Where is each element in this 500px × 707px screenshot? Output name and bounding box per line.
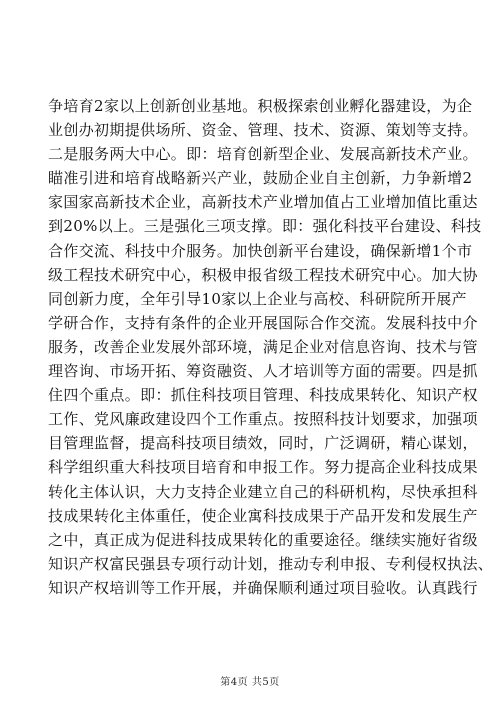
text-line: 知识产权富民强县专项行动计划，推动专利申报、专利侵权执法、 [48, 554, 494, 573]
text-line: 目管理监督，提高科技项目绩效，同时，广泛调研，精心谋划， [48, 434, 478, 453]
text-line: 知识产权培训等工作开展，并确保顺利通过项目验收。认真践行 [48, 578, 478, 597]
body-text [48, 94, 494, 600]
text-line: 学研合作，支持有条件的企业开展国际合作交流。发展科技中介 [48, 313, 478, 332]
text-line: 业创办初期提供场所、资金、管理、技术、资源、策划等支持。 [48, 121, 478, 140]
text-line: 技成果转化主体重任，使企业寓科技成果于产品开发和发展生产 [48, 506, 478, 525]
text-line: 到20%以上。三是强化三项支撑。即：强化科技平台建设、科技 [48, 217, 482, 236]
page-footer [0, 673, 500, 688]
text-line: 二是服务两大中心。即：培育创新型企业、发展高新技术产业。 [48, 145, 478, 164]
text-line: 服务，改善企业发展外部环境，满足企业对信息咨询、技术与管 [48, 337, 478, 356]
text-line: 之中，真正成为促进科技成果转化的重要途径。继续实施好省级 [48, 530, 478, 549]
text-line: 争培育2家以上创新创业基地。积极探索创业孵化器建设，为企 [48, 97, 473, 115]
text-line: 合作交流、科技中介服务。加快创新平台建设，确保新增1个市 [48, 241, 473, 260]
page-number-label: 第4页 共5页 [220, 677, 280, 688]
text-line: 转化主体认识，大力支持企业建立自己的科研机构，尽快承担科 [48, 482, 478, 501]
text-line: 瞄准引进和培育战略新兴产业，鼓励企业自主创新，力争新增2 [48, 169, 473, 188]
text-line: 级工程技术研究中心，积极申报省级工程技术研究中心。加大协 [48, 265, 478, 284]
text-line: 工作、党风廉政建设四个工作重点。按照科技计划要求，加强项 [48, 410, 478, 429]
text-line: 理咨询、市场开拓、筹资融资、人才培训等方面的需要。四是抓 [48, 362, 478, 381]
text-line: 住四个重点。即：抓住科技项目管理、科技成果转化、知识产权 [48, 386, 478, 405]
text-line: 同创新力度，全年引导10家以上企业与高校、科研院所开展产 [48, 289, 467, 308]
text-line: 家国家高新技术企业，高新技术产业增加值占工业增加值比重达 [48, 193, 478, 212]
text-line: 科学组织重大科技项目培育和申报工作。努力提高企业科技成果 [48, 458, 478, 477]
